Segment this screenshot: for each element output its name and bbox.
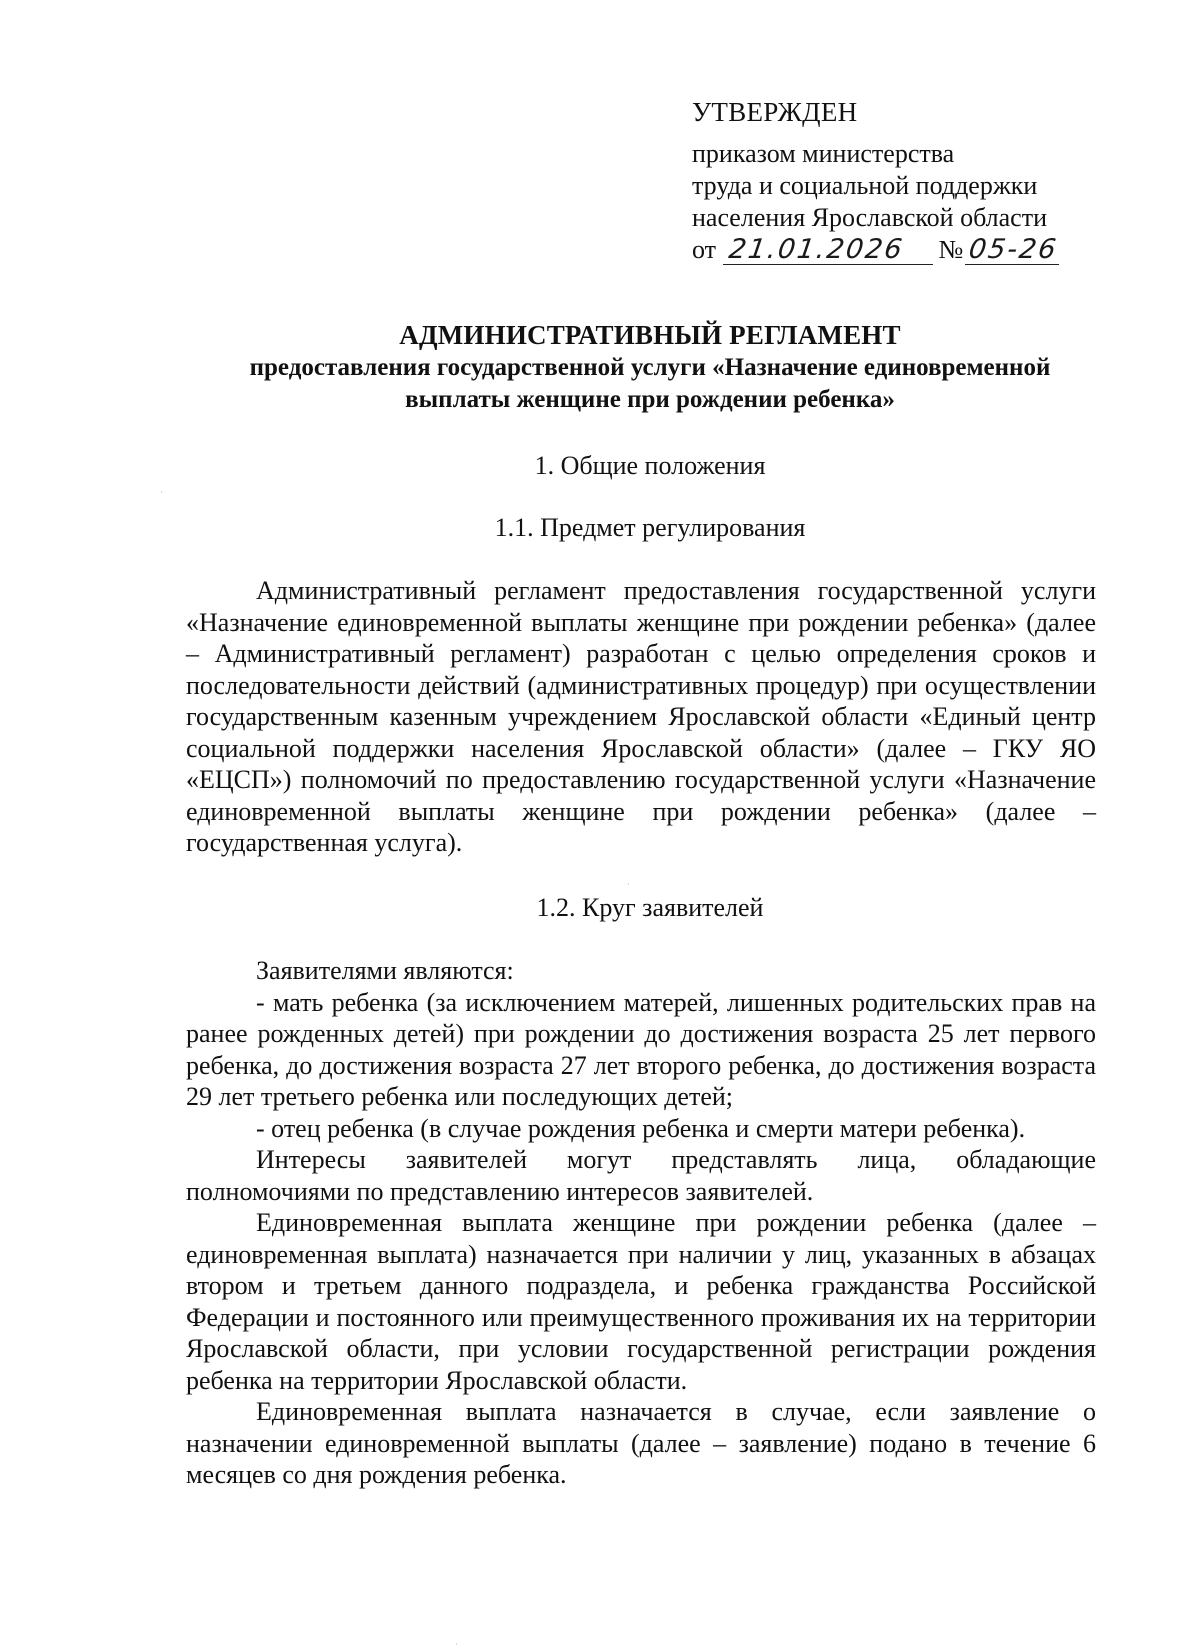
applicants-intro: Заявителями являются:	[256, 956, 514, 985]
handwritten-date: 21.01.2026	[726, 234, 906, 265]
date-prefix: от	[692, 235, 717, 264]
approval-line-1: приказом министерства	[692, 139, 955, 168]
representatives-paragraph: Интересы заявителей могут представлять лица, обладающие полномочиями по представлению интересов заявителей.	[186, 1145, 1096, 1206]
approved-label: УТВЕРЖДЕН	[692, 97, 858, 127]
title-main: АДМИНИСТРАТИВНЫЙ РЕГЛАМЕНТ	[399, 320, 901, 350]
approval-block	[692, 96, 1092, 268]
subject-paragraph: Административный регламент предоставления государственной услуги «Назначение единовременной выплаты женщине при рождении ребенка» (далее – Административный регламент) разработан с целью определения сроков и последовательности действий (административных процедур) при осуществлении государственным казенным учреждением Ярославской области «Единый центр социальной поддержки населения Ярославской области» (далее – ГКУ ЯО «ЕЦСП») полномочий по предоставлению государственной услуги «Назначение единовременной выплаты женщине при рождении ребенка» (далее – государственная услуга).	[186, 576, 1096, 857]
document-title	[150, 318, 1150, 416]
order-date-number-row	[692, 234, 1092, 268]
scan-speck: ·	[627, 880, 630, 889]
deadline-paragraph: Единовременная выплата назначается в случае, если заявление о назначении единовременной выплаты (далее – заявление) подано в течение 6 месяцев со дня рождения ребенка.	[186, 1397, 1096, 1489]
order-number-field	[965, 236, 1059, 265]
scan-speck: ·	[160, 488, 163, 497]
scan-speck: ·	[455, 1640, 458, 1649]
conditions-paragraph: Единовременная выплата женщине при рождении ребенка (далее – единовременная выплата) назначается при наличии у лиц, указанных в абзацах втором и третьем данного подраздела, и ребенка гражданства Российской Федерации и постоянного или преимущественного проживания их на территории Ярославской области, при условии государственной регистрации рождения ребенка на территории Ярославской области.	[186, 1208, 1096, 1395]
title-sub-line-2: выплаты женщине при рождении ребенка»	[405, 386, 895, 413]
approval-line-2: труда и социальной поддержки	[692, 171, 1038, 200]
handwritten-number: 05-26	[967, 234, 1061, 265]
number-sign: №	[938, 235, 964, 264]
section-heading-general: 1. Общие положения	[534, 451, 766, 480]
applicant-mother: - мать ребенка (за исключением матерей, лишенных родительских прав на ранее рожденных детей) при рождении до достижения возраста 25 лет первого ребенка, до достижения возраста 27 лет второго ребенка, до достижения возраста 29 лет третьего ребенка или последующих детей;	[186, 987, 1096, 1111]
subject-paragraph-block	[186, 575, 1096, 859]
approval-line-3: населения Ярославской области	[692, 203, 1047, 232]
applicants-block	[186, 955, 1096, 1491]
order-date-field	[723, 236, 933, 265]
section-heading-applicants: 1.2. Круг заявителей	[536, 893, 764, 922]
section-heading-subject: 1.1. Предмет регулирования	[494, 513, 806, 542]
title-sub-line-1: предоставления государственной услуги «Назначение единовременной	[249, 354, 1051, 381]
applicant-father: - отец ребенка (в случае рождения ребенка и смерти матери ребенка).	[256, 1113, 1026, 1143]
